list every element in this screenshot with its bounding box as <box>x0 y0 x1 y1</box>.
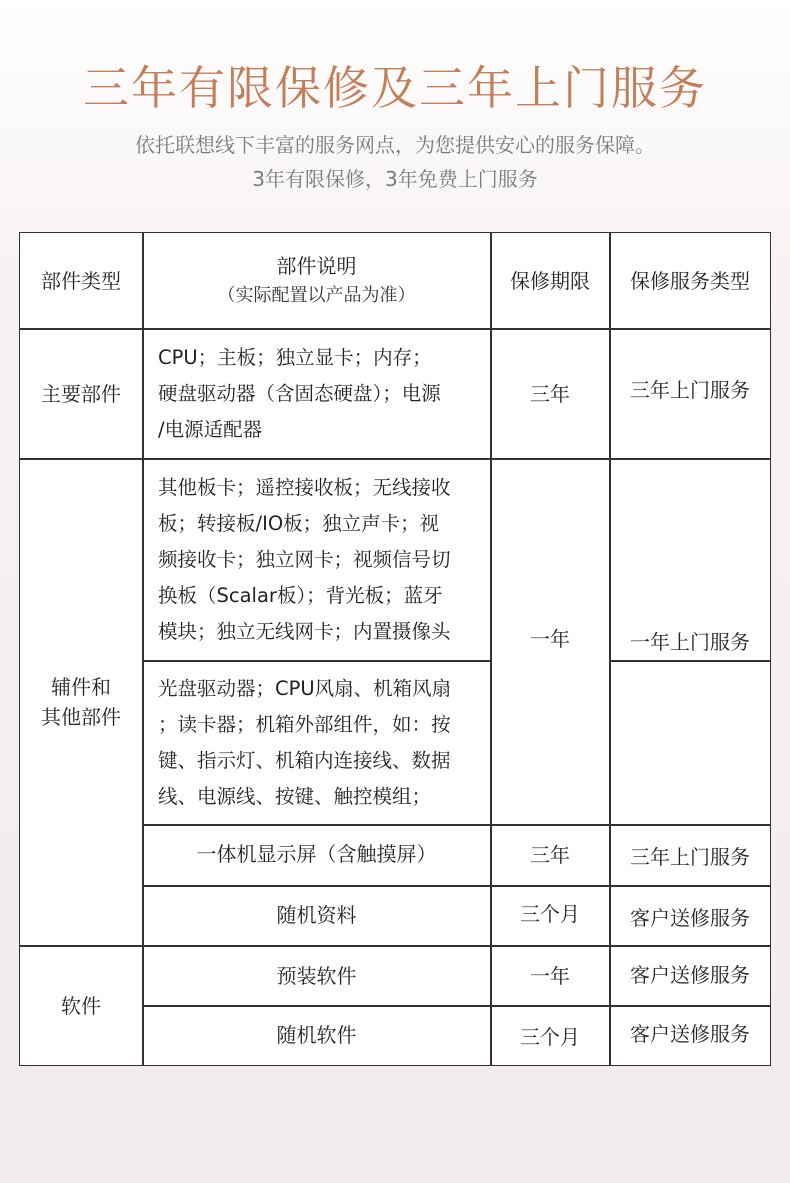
subtitle-line-2: 3年有限保修，3年免费上门服务 <box>252 167 538 191</box>
desc-line: 频接收卡；独立网卡；视频信号切 <box>158 547 451 571</box>
subtitle-line-1: 依托联想线下丰富的服务网点，为您提供安心的服务保障。 <box>135 133 655 157</box>
header-part-desc-note: （实际配置以产品为准） <box>217 284 416 306</box>
header-part-desc-label: 部件说明 <box>276 253 357 278</box>
main-parts-service: 三年上门服务 <box>630 378 750 402</box>
header-warranty-period: 保修期限 <box>510 268 590 293</box>
header-part-type: 部件类型 <box>41 268 121 293</box>
bundled-software-period: 三个月 <box>520 1025 580 1049</box>
aux-parts-desc-1 <box>158 459 490 660</box>
desc-line: 键、指示灯、机箱内连接线、数据 <box>158 748 451 772</box>
warranty-table <box>19 232 771 1066</box>
desc-line: ；读卡器；机箱外部组件，如：按 <box>158 712 451 736</box>
desc-line: 硬盘驱动器（含固态硬盘）；电源 <box>158 381 441 405</box>
desc-line: 其他板卡；遥控接收板；无线接收 <box>158 475 451 499</box>
desc-line: 光盘驱动器；CPU风扇、机箱风扇 <box>158 676 452 700</box>
desc-line: 换板（Scalar板）；背光板；蓝牙 <box>158 583 443 607</box>
display-desc: 一体机显示屏（含触摸屏） <box>196 842 437 866</box>
aux-parts-period: 一年 <box>530 627 570 651</box>
grid-line <box>609 660 770 662</box>
preinstalled-software-period: 一年 <box>530 963 570 988</box>
preinstalled-software-desc: 预装软件 <box>276 963 357 988</box>
aux-parts-type <box>20 459 142 945</box>
desc-line: /电源适配器 <box>158 417 263 441</box>
desc-line: 线、电源线、按键、触控模组； <box>158 784 432 808</box>
docs-service: 客户送修服务 <box>630 906 750 930</box>
main-parts-type: 主要部件 <box>41 381 121 406</box>
desc-line: 板；转接板/IO板；独立声卡；视 <box>158 511 440 535</box>
desc-line: CPU；主板；独立显卡；内存； <box>158 345 432 369</box>
software-type: 软件 <box>61 993 101 1018</box>
display-service: 三年上门服务 <box>630 845 750 869</box>
bundled-software-desc: 随机软件 <box>276 1022 357 1047</box>
aux-type-line: 辅件和 <box>51 675 111 699</box>
header-part-desc <box>143 233 490 328</box>
desc-line: 模块；独立无线网卡；内置摄像头 <box>158 619 451 643</box>
aux-type-line: 其他部件 <box>41 705 121 729</box>
aux-parts-service: 一年上门服务 <box>630 630 750 654</box>
page-title: 三年有限保修及三年上门服务 <box>83 61 707 115</box>
display-period: 三年 <box>530 843 570 867</box>
preinstalled-software-service: 客户送修服务 <box>630 962 750 987</box>
docs-desc: 随机资料 <box>276 902 357 927</box>
header-service-type: 保修服务类型 <box>630 268 750 293</box>
main-parts-period: 三年 <box>530 381 570 406</box>
main-parts-desc <box>158 329 490 458</box>
docs-period: 三个月 <box>520 902 580 926</box>
bundled-software-service: 客户送修服务 <box>630 1022 750 1046</box>
aux-parts-desc-2 <box>158 661 490 824</box>
